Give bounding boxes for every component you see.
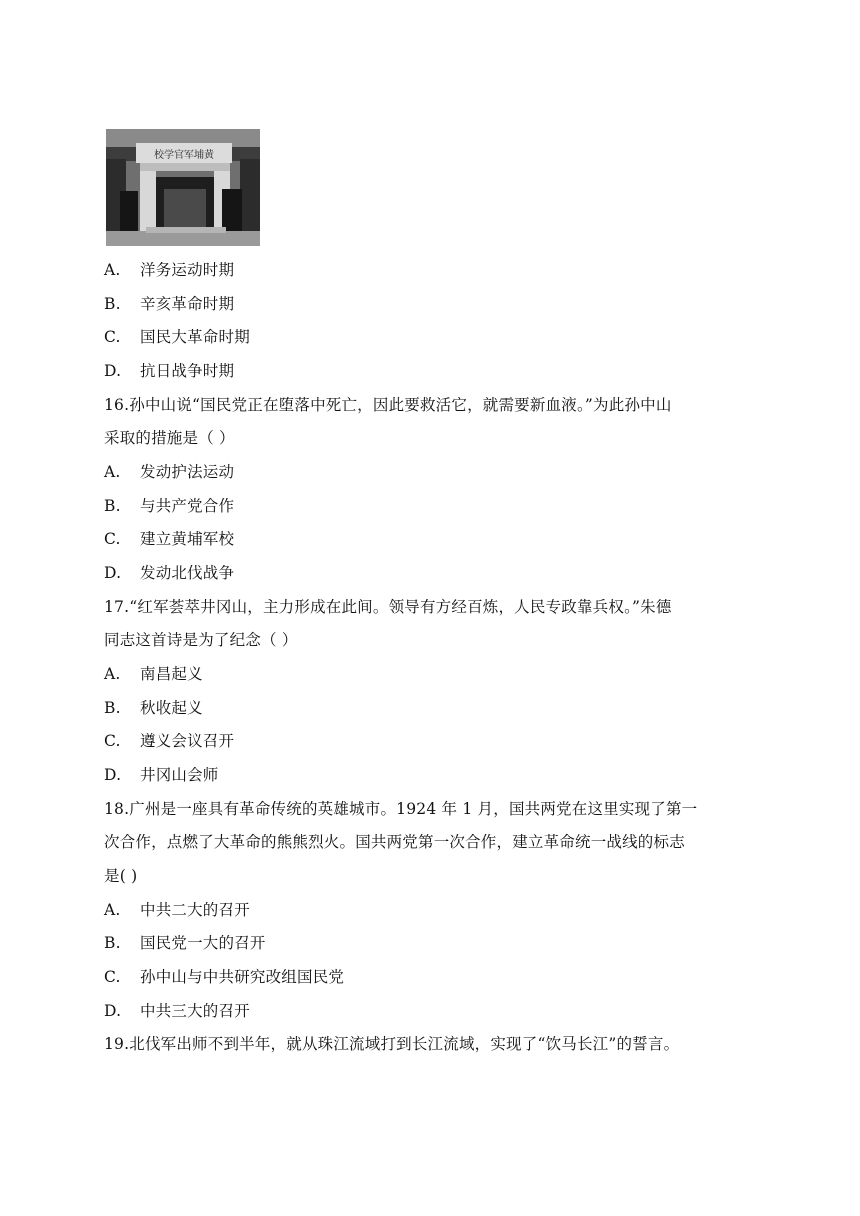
option-letter: C. <box>104 732 121 750</box>
option-text: 井冈山会师 <box>140 766 219 784</box>
school-gate-photo <box>106 129 260 246</box>
option-text: 辛亥革命时期 <box>140 295 235 313</box>
option-letter: A. <box>104 665 121 683</box>
option-text: 南昌起义 <box>140 665 203 683</box>
option-text: 遵义会议召开 <box>140 732 235 750</box>
option-text: 中共三大的召开 <box>140 1002 250 1020</box>
q18-stem-line2: 次合作，点燃了大革命的熊熊烈火。国共两党第一次合作，建立革命统一战线的标志 <box>104 833 685 851</box>
q16-stem-line2: 采取的措施是（ ） <box>104 429 235 447</box>
q15-option-a <box>104 260 234 280</box>
option-text: 发动护法运动 <box>140 463 235 481</box>
option-letter: A. <box>104 901 121 919</box>
q19-stem-line1: 19.北伐军出师不到半年，就从珠江流域打到长江流域，实现了“饮马长江”的誓言。 <box>104 1035 680 1053</box>
option-letter: D. <box>104 1002 122 1020</box>
q17-option-b <box>104 698 203 718</box>
option-text: 孙中山与中共研究改组国民党 <box>140 968 345 986</box>
q15-option-b <box>104 294 234 314</box>
option-letter: C. <box>104 328 121 346</box>
option-text: 建立黄埔军校 <box>140 530 235 548</box>
q18-option-d <box>104 1001 250 1021</box>
option-text: 秋收起义 <box>140 699 203 717</box>
option-text: 发动北伐战争 <box>140 564 235 582</box>
q18-stem-line3: 是( ) <box>104 867 138 885</box>
q18-option-c <box>104 967 344 987</box>
option-letter: C. <box>104 530 121 548</box>
q16-option-b <box>104 496 234 516</box>
q17-stem-line1: 17.“红军荟萃井冈山，主力形成在此间。领导有方经百炼，人民专政靠兵权。”朱德 <box>104 598 672 616</box>
option-text: 国民大革命时期 <box>140 328 250 346</box>
option-letter: A. <box>104 261 121 279</box>
option-letter: C. <box>104 968 121 986</box>
option-letter: B. <box>104 699 121 717</box>
sign-text: 校学官军埔黄 <box>154 150 214 161</box>
option-letter: D. <box>104 766 122 784</box>
option-text: 与共产党合作 <box>140 497 235 515</box>
q15-option-c <box>104 327 250 347</box>
q18-option-a <box>104 900 250 920</box>
q16-option-a <box>104 462 234 482</box>
q17-stem-line2: 同志这首诗是为了纪念（ ） <box>104 631 298 649</box>
q18-stem-line1: 18.广州是一座具有革命传统的英雄城市。1924 年 1 月，国共两党在这里实现了第一 <box>104 800 698 818</box>
q16-option-c <box>104 529 234 549</box>
option-text: 洋务运动时期 <box>140 261 235 279</box>
option-letter: D. <box>104 362 122 380</box>
q18-option-b <box>104 933 266 953</box>
q17-option-a <box>104 664 203 684</box>
q15-option-d <box>104 361 234 381</box>
option-text: 抗日战争时期 <box>140 362 235 380</box>
q17-option-d <box>104 765 219 785</box>
option-text: 国民党一大的召开 <box>140 934 266 952</box>
option-letter: A. <box>104 463 121 481</box>
q16-stem-line1: 16.孙中山说“国民党正在堕落中死亡，因此要救活它，就需要新血液。”为此孙中山 <box>104 396 672 414</box>
q17-option-c <box>104 731 234 751</box>
option-letter: D. <box>104 564 122 582</box>
q16-option-d <box>104 563 234 583</box>
option-text: 中共二大的召开 <box>140 901 250 919</box>
option-letter: B. <box>104 295 121 313</box>
option-letter: B. <box>104 934 121 952</box>
school-gate-photo-svg <box>106 129 260 246</box>
option-letter: B. <box>104 497 121 515</box>
